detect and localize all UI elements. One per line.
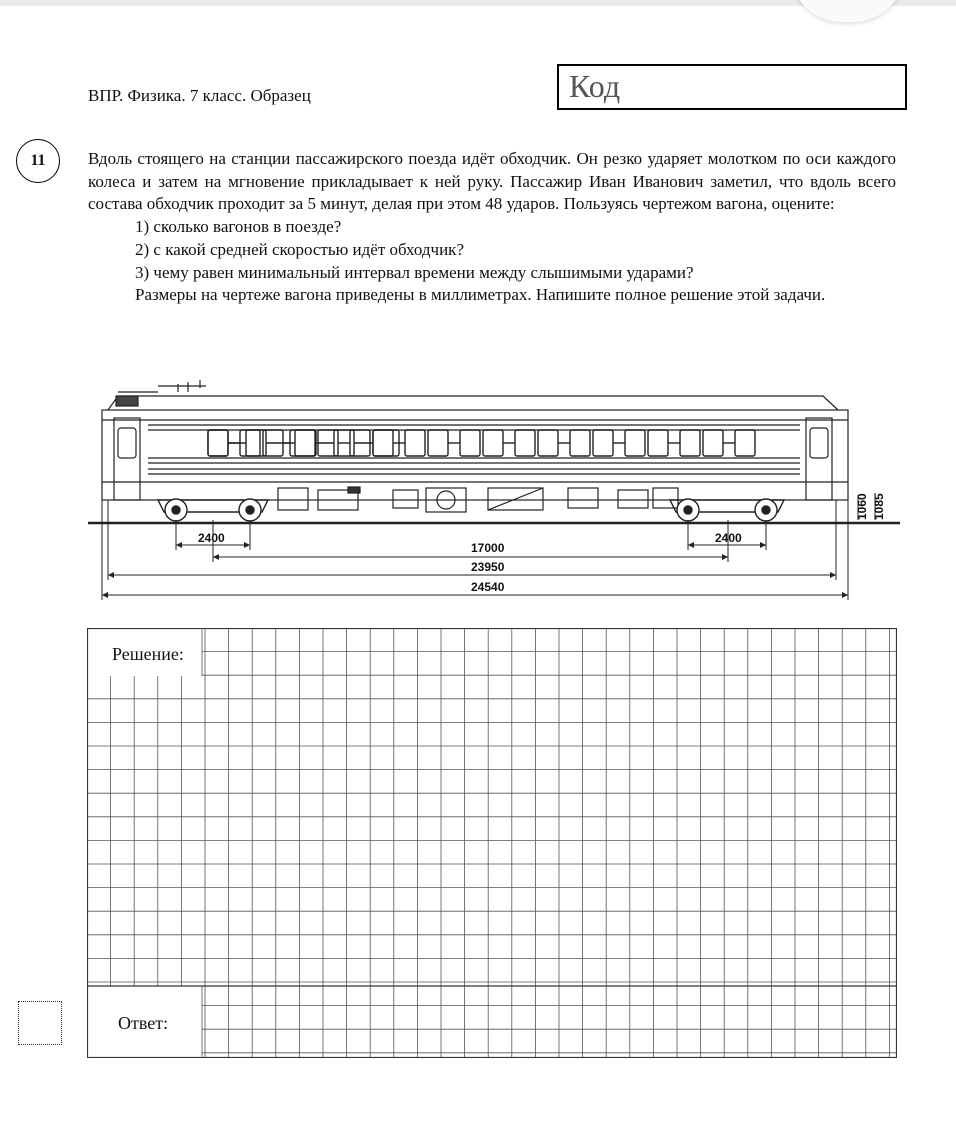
question-1: 1) сколько вагонов в поезде? xyxy=(135,217,342,237)
dim-height-2: 1085 xyxy=(872,493,886,520)
question-3: 3) чему равен минимальный интервал времени между слышимыми ударами? xyxy=(135,262,694,282)
dim-height-1: 1060 xyxy=(855,493,869,520)
corner-bubble xyxy=(790,0,905,22)
railcar-svg xyxy=(88,370,908,605)
railcar-drawing xyxy=(88,370,908,610)
code-label: Код xyxy=(569,68,621,104)
task-intro: Вдоль стоящего на станции пассажирского поезда идёт обходчик. Он резко ударяет молотком по оси каждого колеса и затем на мгновение прикладывает к ней руку. Пассажир Иван Иванович заметил, что вдоль всего состава обходчик проходит за 5 минут, делая при этом 48 ударов. Пользуясь чертежом вагона, оцените: xyxy=(88,149,896,214)
dim-body-length: 23950 xyxy=(471,560,505,574)
solution-grid[interactable] xyxy=(87,628,897,1058)
score-box[interactable] xyxy=(18,1001,62,1045)
grid-svg xyxy=(87,628,897,1058)
dim-bogie-right: 2400 xyxy=(715,531,742,545)
page-header: ВПР. Физика. 7 класс. Образец xyxy=(88,86,311,105)
dim-total-length: 24540 xyxy=(471,580,505,594)
question-2: 2) с какой средней скоростью идёт обходчик? xyxy=(135,239,464,259)
solution-label: Решение: xyxy=(112,644,184,664)
dim-bogie-left: 2400 xyxy=(198,531,225,545)
answer-label: Ответ: xyxy=(118,1013,169,1033)
task-number: 11 xyxy=(16,139,60,183)
dim-bogie-centers: 17000 xyxy=(471,541,505,555)
code-box xyxy=(557,64,907,110)
task-note: Размеры на чертеже вагона приведены в миллиметрах. Напишите полное решение этой задачи. xyxy=(135,285,826,305)
task-text xyxy=(88,148,896,307)
